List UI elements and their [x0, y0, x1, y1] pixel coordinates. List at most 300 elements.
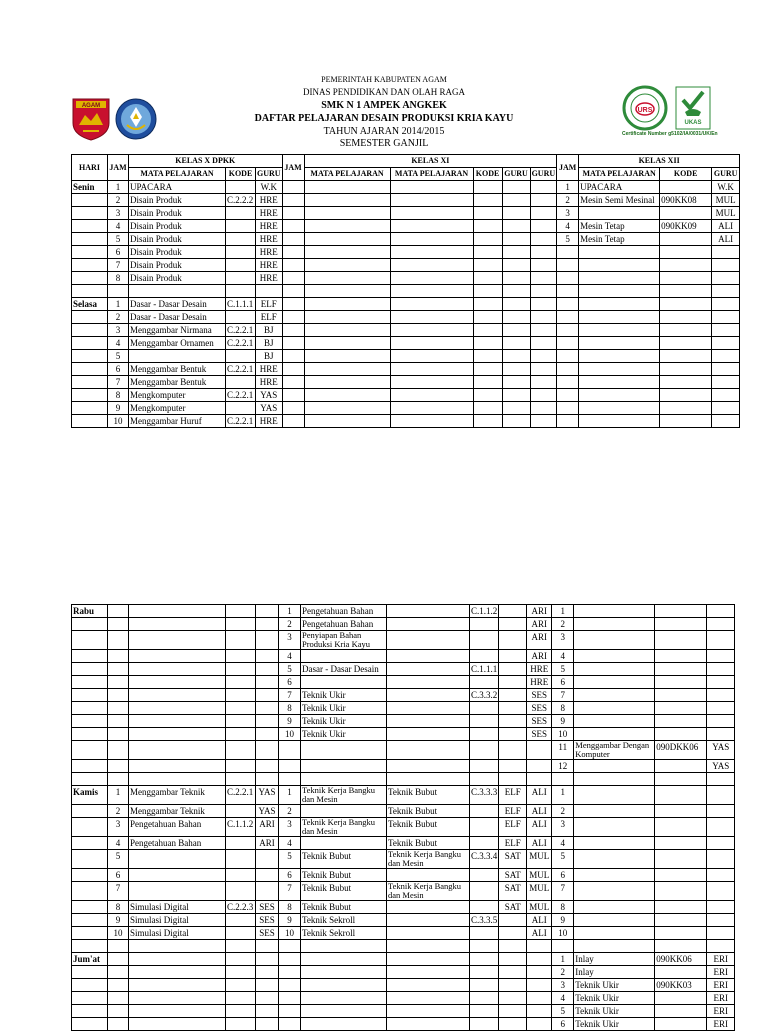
table-row — [72, 837, 735, 850]
cell-jam-xii: 4 — [557, 220, 579, 233]
cell-mapel-xii — [574, 618, 655, 631]
cell-guru-xi-a: ELF — [499, 837, 527, 850]
cell-kode-xii — [655, 927, 707, 940]
cell-mapel-xi-a — [304, 285, 390, 298]
cell-mapel-x: UPACARA — [129, 181, 226, 194]
cell-guru-x — [256, 760, 279, 773]
cell-guru-x: HRE — [256, 207, 283, 220]
cell-guru-x: YAS — [256, 402, 283, 415]
cell-jam-xi — [282, 233, 304, 246]
cell-kode-xi — [473, 246, 502, 259]
cell-guru-x: ARI — [256, 837, 279, 850]
cell-day — [72, 350, 108, 363]
cell-jam-x — [108, 605, 129, 618]
cell-guru-xii: ERI — [707, 966, 735, 979]
cell-kode-xii: 090KK06 — [655, 953, 707, 966]
cell-jam-x: 1 — [108, 786, 129, 805]
cell-kode-x — [226, 760, 256, 773]
cell-guru-xi-a — [502, 233, 530, 246]
document-title: DAFTAR PELAJARAN DESAIN PRODUKSI KRIA KAYU — [254, 113, 514, 124]
cell-kode-xii — [660, 363, 712, 376]
cell-guru-xi-a — [499, 631, 527, 650]
cell-mapel-x — [129, 979, 226, 992]
header-kelas-xii: KELAS XII — [579, 155, 740, 168]
cell-guru-xi-a — [499, 966, 527, 979]
cell-mapel-x — [129, 953, 226, 966]
cell-guru-xi-b — [530, 181, 557, 194]
cell-guru-xi-b: ALI — [527, 837, 552, 850]
cell-kode-x — [226, 979, 256, 992]
cell-jam-x: 5 — [108, 350, 129, 363]
cell-jam-x: 7 — [108, 376, 129, 389]
cell-mapel-xii — [579, 402, 660, 415]
cell-day — [72, 415, 108, 428]
header-mapel-xi-a: MATA PELAJARAN — [304, 168, 390, 181]
cell-mapel-xii — [574, 850, 655, 869]
header-guru-xii: GURU — [712, 168, 740, 181]
cell-mapel-xi-a — [301, 1018, 387, 1031]
cell-mapel-x — [129, 1005, 226, 1018]
cell-guru-x: YAS — [256, 805, 279, 818]
header-mapel-xi-b: MATA PELAJARAN — [390, 168, 473, 181]
cell-mapel-xi-a — [301, 773, 387, 786]
cell-kode-xi — [470, 901, 499, 914]
cell-kode-xi — [473, 337, 502, 350]
cell-mapel-xi-a — [301, 953, 387, 966]
cell-guru-xii — [707, 689, 735, 702]
cell-guru-xi-a — [499, 702, 527, 715]
cell-jam-x — [108, 966, 129, 979]
cell-mapel-xi-b — [387, 979, 470, 992]
cell-kode-x — [226, 869, 256, 882]
cell-guru-xii — [712, 246, 740, 259]
cell-jam-xii — [557, 298, 579, 311]
table-row — [72, 389, 740, 402]
cell-guru-x — [256, 741, 279, 760]
cell-kode-xii — [660, 181, 712, 194]
cell-jam-x — [108, 741, 129, 760]
cell-mapel-xi-b — [390, 233, 473, 246]
cell-day — [72, 805, 108, 818]
cell-guru-xi-a: ELF — [499, 805, 527, 818]
cell-kode-xi — [473, 194, 502, 207]
cell-kode-xi — [473, 363, 502, 376]
cell-guru-xi-b — [530, 220, 557, 233]
cell-day: Selasa — [72, 298, 108, 311]
cell-guru-xi-b: HRE — [527, 663, 552, 676]
cell-kode-xii — [655, 676, 707, 689]
cell-mapel-xi-a: Teknik Bubut — [301, 901, 387, 914]
cell-mapel-xi-a: Teknik Sekroll — [301, 914, 387, 927]
table-row — [72, 850, 735, 869]
cell-guru-xi-b: SES — [527, 689, 552, 702]
table-row — [72, 676, 735, 689]
cell-guru-xi-a: SAT — [499, 850, 527, 869]
cell-guru-xi-a — [499, 979, 527, 992]
cell-mapel-xi-a — [304, 259, 390, 272]
cell-guru-x: HRE — [256, 363, 283, 376]
cell-mapel-xi-b — [387, 992, 470, 1005]
cell-day: Jum'at — [72, 953, 108, 966]
cell-guru-xi-a — [502, 181, 530, 194]
cell-jam-xi: 3 — [279, 631, 301, 650]
cell-jam-xii — [557, 389, 579, 402]
cell-jam-xi: 4 — [279, 837, 301, 850]
cell-mapel-x — [129, 760, 226, 773]
cell-kode-xi — [473, 220, 502, 233]
cell-guru-xi-b — [530, 402, 557, 415]
cell-mapel-xi-b — [387, 940, 470, 953]
cell-guru-xi-a — [499, 618, 527, 631]
cell-guru-xii — [707, 786, 735, 805]
cell-kode-xi: C.1.1.1 — [471, 664, 498, 674]
cell-jam-xi: 5 — [279, 663, 301, 676]
cell-guru-xi-b: SES — [527, 702, 552, 715]
cell-jam-x — [108, 715, 129, 728]
header-kode-x: KODE — [226, 168, 256, 181]
cell-guru-x — [256, 966, 279, 979]
cell-guru-xi-a — [499, 992, 527, 1005]
cell-guru-xi-a — [502, 194, 530, 207]
cell-mapel-xii — [579, 272, 660, 285]
cell-mapel-xi-a: Teknik Ukir — [301, 702, 387, 715]
cell-mapel-x — [129, 663, 226, 676]
cell-mapel-x — [129, 992, 226, 1005]
cell-mapel-xi-a: Teknik Bubut — [301, 850, 387, 869]
cell-mapel-xi-a — [304, 181, 390, 194]
table-row — [72, 869, 735, 882]
cell-mapel-xi-a — [304, 415, 390, 428]
table-row — [72, 818, 735, 837]
cell-mapel-x: Disain Produk — [129, 259, 226, 272]
cell-kode-xi — [470, 760, 499, 773]
cell-mapel-xii — [579, 259, 660, 272]
cell-kode-xii — [655, 940, 707, 953]
cell-kode-xii — [660, 337, 712, 350]
cell-kode-xii — [655, 966, 707, 979]
cell-guru-x: SES — [256, 901, 279, 914]
cell-guru-xii — [707, 805, 735, 818]
semester-label: SEMESTER GANJIL — [339, 138, 429, 149]
cell-mapel-xi-b — [390, 259, 473, 272]
cell-jam-x — [108, 1005, 129, 1018]
cell-kode-xii — [655, 663, 707, 676]
cell-mapel-xii — [574, 882, 655, 901]
cell-mapel-x: Disain Produk — [129, 194, 226, 207]
cell-mapel-x: Pengetahuan Bahan — [129, 818, 226, 837]
cell-kode-xi — [473, 402, 502, 415]
cell-guru-x: ELF — [256, 298, 283, 311]
cell-kode-xi — [470, 992, 499, 1005]
cell-jam-xii: 7 — [552, 689, 574, 702]
cell-guru-xii — [712, 402, 740, 415]
cell-day — [72, 207, 108, 220]
cell-day — [72, 837, 108, 850]
cell-jam-x: 1 — [108, 181, 129, 194]
cell-jam-xii: 5 — [557, 233, 579, 246]
cell-guru-xii: ERI — [707, 953, 735, 966]
cell-jam-xi — [279, 979, 301, 992]
cell-mapel-xi-a: Teknik Sekroll — [301, 927, 387, 940]
cell-mapel-xii — [574, 786, 655, 805]
cell-jam-xii: 6 — [552, 1018, 574, 1031]
cell-guru-xi-a: SAT — [499, 869, 527, 882]
cell-kode-x: C.2.2.3 — [226, 901, 256, 914]
cell-guru-xii: ERI — [707, 992, 735, 1005]
cell-guru-xii — [712, 363, 740, 376]
cell-mapel-xii: Teknik Ukir — [574, 979, 655, 992]
cell-mapel-xi-b: Teknik Bubut — [387, 818, 470, 837]
cell-day — [72, 818, 108, 837]
cell-guru-xii — [707, 676, 735, 689]
cell-guru-xi-b — [530, 207, 557, 220]
ukas-logo — [675, 86, 711, 130]
cell-guru-xi-a — [502, 350, 530, 363]
cell-guru-x — [256, 605, 279, 618]
cell-guru-x: BJ — [256, 350, 283, 363]
cell-guru-xii — [712, 350, 740, 363]
cell-jam-xi — [282, 389, 304, 402]
cell-mapel-xii — [574, 773, 655, 786]
cell-mapel-xii — [574, 676, 655, 689]
cell-guru-x — [256, 285, 283, 298]
cell-guru-xi-b — [530, 389, 557, 402]
cell-guru-xii: ALI — [712, 233, 740, 246]
cell-kode-xi — [473, 350, 502, 363]
cell-guru-xi-a — [499, 605, 527, 618]
cell-day — [72, 1018, 108, 1031]
cell-mapel-xii — [574, 927, 655, 940]
cell-guru-x: HRE — [256, 220, 283, 233]
cell-jam-xi — [279, 773, 301, 786]
cell-kode-xi — [470, 618, 499, 631]
cell-jam-xi: 5 — [279, 850, 301, 869]
cell-guru-xii — [712, 298, 740, 311]
table-row — [72, 702, 735, 715]
certificate-number: Certificate Number g5102/IA/0031/UK/En — [622, 131, 718, 137]
cell-mapel-x: Menggambar Nirmana — [129, 324, 226, 337]
cell-guru-x: HRE — [256, 246, 283, 259]
cell-jam-xii: 1 — [557, 181, 579, 194]
cell-jam-xi — [282, 415, 304, 428]
cell-guru-xii — [707, 882, 735, 901]
cell-mapel-x: Menggambar Ornamen — [129, 337, 226, 350]
table-row — [72, 298, 740, 311]
table-row — [72, 363, 740, 376]
cell-kode-x — [226, 992, 256, 1005]
cell-jam-x: 9 — [108, 914, 129, 927]
cell-guru-xii — [707, 650, 735, 663]
cell-guru-xi-b — [530, 415, 557, 428]
cell-guru-xi-b: ALI — [527, 818, 552, 837]
cell-jam-xi — [282, 194, 304, 207]
cell-guru-xi-b — [527, 966, 552, 979]
cell-jam-x: 3 — [108, 324, 129, 337]
cell-jam-xii: 3 — [552, 818, 574, 837]
cell-mapel-xi-b — [390, 337, 473, 350]
cell-guru-xi-b: ARI — [527, 618, 552, 631]
cell-mapel-xi-a: Dasar - Dasar Desain — [301, 663, 387, 676]
cell-kode-xi — [473, 272, 502, 285]
cell-jam-xii — [557, 402, 579, 415]
cell-mapel-x — [129, 882, 226, 901]
cell-guru-x: YAS — [256, 786, 279, 805]
cell-jam-x: 3 — [108, 818, 129, 837]
cell-mapel-xi-a — [304, 194, 390, 207]
cell-kode-x — [226, 927, 256, 940]
cell-guru-x: W.K — [256, 181, 283, 194]
cell-kode-x — [226, 259, 256, 272]
cell-day — [72, 272, 108, 285]
cell-kode-xii — [655, 631, 707, 650]
cell-mapel-xii — [574, 914, 655, 927]
cell-guru-xi-b — [530, 363, 557, 376]
cell-mapel-x: Disain Produk — [129, 207, 226, 220]
cell-day — [72, 220, 108, 233]
cell-mapel-xi-b — [390, 220, 473, 233]
cell-mapel-xi-b — [390, 389, 473, 402]
cell-jam-x: 2 — [108, 194, 129, 207]
cell-mapel-xi-b — [387, 741, 470, 760]
cell-mapel-x: Menggambar Teknik — [129, 786, 226, 805]
cell-mapel-xi-a — [304, 298, 390, 311]
cell-kode-x — [226, 376, 256, 389]
cell-kode-xi — [470, 869, 499, 882]
cell-kode-xii — [655, 650, 707, 663]
cell-jam-xi: 10 — [279, 927, 301, 940]
cell-jam-x — [108, 650, 129, 663]
cell-day: Kamis — [72, 786, 108, 805]
cell-guru-xi-b — [527, 760, 552, 773]
cell-jam-xii: 11 — [552, 741, 574, 760]
cell-kode-xii — [660, 389, 712, 402]
cell-guru-xi-b — [530, 311, 557, 324]
table-row — [72, 233, 740, 246]
table-row — [72, 285, 740, 298]
cell-jam-xi — [282, 324, 304, 337]
cell-kode-x — [226, 966, 256, 979]
cell-jam-x — [108, 676, 129, 689]
cell-mapel-x — [129, 702, 226, 715]
cell-kode-x — [226, 233, 256, 246]
cell-jam-x — [108, 953, 129, 966]
cell-jam-xii: 1 — [552, 786, 574, 805]
cell-mapel-xi-b — [387, 869, 470, 882]
table-row — [72, 194, 740, 207]
cell-mapel-xi-b: Teknik Bubut — [387, 786, 470, 805]
cell-mapel-xii — [574, 869, 655, 882]
cell-kode-xii — [655, 805, 707, 818]
cell-kode-x — [226, 311, 256, 324]
cell-guru-x — [256, 992, 279, 1005]
cell-day — [72, 869, 108, 882]
cell-kode-x — [226, 773, 256, 786]
cell-kode-x — [226, 689, 256, 702]
cell-jam-xi — [282, 285, 304, 298]
cell-guru-xii — [707, 773, 735, 786]
cell-jam-xi — [282, 350, 304, 363]
cell-mapel-xi-a — [301, 837, 387, 850]
cell-kode-xii — [660, 285, 712, 298]
cell-kode-xii — [660, 376, 712, 389]
cell-mapel-x — [129, 285, 226, 298]
cell-mapel-xi-b — [387, 953, 470, 966]
cell-guru-x: HRE — [256, 376, 283, 389]
cell-guru-xi-a — [499, 715, 527, 728]
cell-guru-xi-b — [527, 1005, 552, 1018]
cell-guru-xii — [712, 415, 740, 428]
table-row — [72, 1018, 735, 1031]
cell-kode-x: C.2.2.1 — [226, 786, 256, 805]
cell-day — [72, 259, 108, 272]
cell-kode-x — [226, 741, 256, 760]
table-row — [72, 631, 735, 650]
cell-guru-x — [256, 702, 279, 715]
cell-mapel-xii — [574, 805, 655, 818]
svg-text:URS: URS — [637, 107, 653, 114]
cell-guru-xii — [712, 272, 740, 285]
cell-jam-x: 5 — [108, 233, 129, 246]
cell-kode-xi — [470, 966, 499, 979]
cell-guru-xi-a — [499, 728, 527, 741]
cell-mapel-xi-b — [387, 760, 470, 773]
cell-jam-x: 8 — [108, 272, 129, 285]
cell-mapel-xi-a — [301, 805, 387, 818]
cell-kode-xi — [470, 805, 499, 818]
cell-mapel-xi-b — [390, 246, 473, 259]
cell-mapel-xii — [579, 207, 660, 220]
cell-jam-x: 1 — [108, 298, 129, 311]
cell-mapel-x: Pengetahuan Bahan — [129, 837, 226, 850]
cell-kode-xi — [470, 715, 499, 728]
header-mapel-xii: MATA PELAJARAN — [579, 168, 660, 181]
cell-kode-xi: C.3.3.2 — [471, 690, 498, 700]
cell-jam-xi — [279, 760, 301, 773]
cell-kode-xii: 090KK08 — [660, 194, 712, 207]
cell-kode-xii — [660, 233, 712, 246]
cell-jam-x — [108, 728, 129, 741]
cell-kode-xi — [473, 324, 502, 337]
cell-mapel-xi-a — [304, 311, 390, 324]
cell-guru-x — [256, 869, 279, 882]
cell-guru-xii — [707, 914, 735, 927]
cell-mapel-xi-a: Teknik Bubut — [301, 869, 387, 882]
cell-kode-xii — [660, 350, 712, 363]
cell-jam-x: 4 — [108, 220, 129, 233]
agam-regency-logo — [71, 97, 111, 141]
cell-kode-x — [226, 246, 256, 259]
cell-mapel-xi-a — [301, 940, 387, 953]
cell-mapel-xii — [579, 363, 660, 376]
table-row — [72, 376, 740, 389]
cell-kode-x: C.2.2.1 — [226, 337, 256, 350]
table-row — [72, 663, 735, 676]
cell-mapel-xi-a: Teknik Bubut — [301, 882, 387, 901]
cell-kode-x: C.2.2.2 — [226, 194, 256, 207]
cell-day — [72, 324, 108, 337]
cell-kode-x — [226, 285, 256, 298]
cell-jam-xi — [279, 966, 301, 979]
cell-jam-x: 4 — [108, 337, 129, 350]
cell-guru-xi-b — [530, 376, 557, 389]
table-row — [72, 901, 735, 914]
cell-guru-xii: ERI — [707, 979, 735, 992]
cell-jam-xi: 3 — [279, 818, 301, 837]
cell-mapel-xi-b — [390, 311, 473, 324]
cell-guru-x: HRE — [256, 194, 283, 207]
cell-guru-xi-b: ALI — [527, 786, 552, 805]
cell-jam-xii: 3 — [557, 207, 579, 220]
